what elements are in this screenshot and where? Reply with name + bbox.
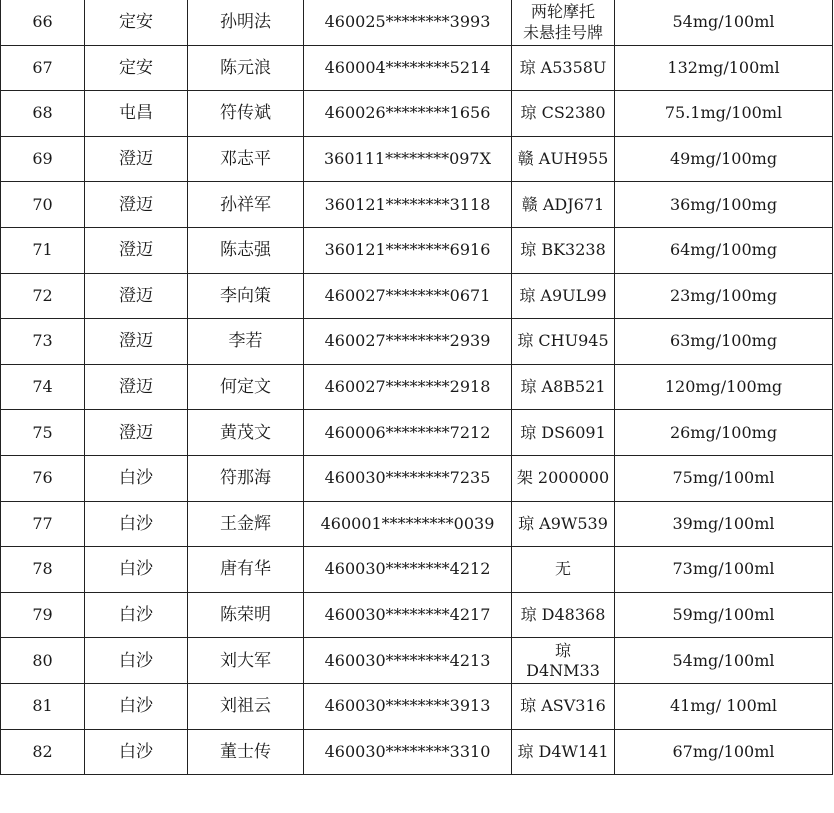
plate-number-cell: 两轮摩托 未悬挂号牌 [512, 0, 615, 45]
region-cell: 白沙 [85, 455, 188, 501]
name-cell: 李若 [188, 319, 304, 365]
table-row [1, 455, 833, 501]
region-cell: 澄迈 [85, 182, 188, 228]
table-row [1, 410, 833, 456]
row-number-cell: 69 [1, 136, 85, 182]
table-body [1, 0, 833, 775]
id-number-cell: 460027********0671 [304, 273, 512, 319]
alcohol-content-cell: 23mg/100mg [615, 273, 833, 319]
table-row [1, 45, 833, 91]
row-number-cell: 70 [1, 182, 85, 228]
name-cell: 刘祖云 [188, 683, 304, 729]
alcohol-content-cell: 63mg/100mg [615, 319, 833, 365]
table-row [1, 319, 833, 365]
alcohol-content-cell: 120mg/100mg [615, 364, 833, 410]
name-cell: 何定文 [188, 364, 304, 410]
name-cell: 陈志强 [188, 227, 304, 273]
id-number-cell: 460027********2939 [304, 319, 512, 365]
table-row [1, 273, 833, 319]
name-cell: 李向策 [188, 273, 304, 319]
id-number-cell: 460025********3993 [304, 0, 512, 45]
alcohol-content-cell: 54mg/100ml [615, 0, 833, 45]
plate-number-cell: 琼 D4NM33 [512, 638, 615, 684]
region-cell: 澄迈 [85, 319, 188, 365]
name-cell: 孙祥军 [188, 182, 304, 228]
alcohol-content-cell: 41mg/ 100ml [615, 683, 833, 729]
region-cell: 白沙 [85, 592, 188, 638]
region-cell: 定安 [85, 0, 188, 45]
id-number-cell: 460030********4213 [304, 638, 512, 684]
id-number-cell: 460001*********0039 [304, 501, 512, 547]
region-cell: 白沙 [85, 638, 188, 684]
row-number-cell: 80 [1, 638, 85, 684]
region-cell: 白沙 [85, 501, 188, 547]
plate-number-cell: 赣 ADJ671 [512, 182, 615, 228]
row-number-cell: 82 [1, 729, 85, 775]
id-number-cell: 460030********4212 [304, 547, 512, 593]
name-cell: 邓志平 [188, 136, 304, 182]
plate-number-cell: 琼 CHU945 [512, 319, 615, 365]
id-number-cell: 460006********7212 [304, 410, 512, 456]
alcohol-content-cell: 26mg/100mg [615, 410, 833, 456]
plate-number-cell: 琼 DS6091 [512, 410, 615, 456]
alcohol-content-cell: 54mg/100ml [615, 638, 833, 684]
alcohol-content-cell: 67mg/100ml [615, 729, 833, 775]
alcohol-content-cell: 64mg/100mg [615, 227, 833, 273]
id-number-cell: 460004********5214 [304, 45, 512, 91]
region-cell: 白沙 [85, 729, 188, 775]
region-cell: 白沙 [85, 683, 188, 729]
plate-number-cell: 琼 A5358U [512, 45, 615, 91]
alcohol-content-cell: 39mg/100ml [615, 501, 833, 547]
table-row [1, 136, 833, 182]
name-cell: 陈元浪 [188, 45, 304, 91]
name-cell: 符那海 [188, 455, 304, 501]
region-cell: 澄迈 [85, 273, 188, 319]
row-number-cell: 77 [1, 501, 85, 547]
id-number-cell: 460027********2918 [304, 364, 512, 410]
row-number-cell: 66 [1, 0, 85, 45]
id-number-cell: 460030********3913 [304, 683, 512, 729]
row-number-cell: 74 [1, 364, 85, 410]
name-cell: 董士传 [188, 729, 304, 775]
table-row [1, 182, 833, 228]
region-cell: 定安 [85, 45, 188, 91]
id-number-cell: 460030********3310 [304, 729, 512, 775]
table-row [1, 0, 833, 45]
alcohol-content-cell: 75.1mg/100ml [615, 91, 833, 137]
alcohol-content-cell: 59mg/100ml [615, 592, 833, 638]
region-cell: 澄迈 [85, 364, 188, 410]
table-row [1, 91, 833, 137]
alcohol-content-cell: 49mg/100mg [615, 136, 833, 182]
alcohol-content-cell: 36mg/100mg [615, 182, 833, 228]
id-number-cell: 360121********3118 [304, 182, 512, 228]
row-number-cell: 72 [1, 273, 85, 319]
table-row [1, 592, 833, 638]
row-number-cell: 67 [1, 45, 85, 91]
plate-number-cell: 琼 A9W539 [512, 501, 615, 547]
table-row [1, 501, 833, 547]
table-row [1, 683, 833, 729]
region-cell: 屯昌 [85, 91, 188, 137]
plate-number-cell: 琼 A8B521 [512, 364, 615, 410]
alcohol-content-cell: 132mg/100ml [615, 45, 833, 91]
plate-number-cell: 琼 CS2380 [512, 91, 615, 137]
row-number-cell: 79 [1, 592, 85, 638]
region-cell: 澄迈 [85, 227, 188, 273]
plate-number-cell: 琼 D4W141 [512, 729, 615, 775]
plate-number-cell: 架 2000000 [512, 455, 615, 501]
id-number-cell: 460030********7235 [304, 455, 512, 501]
row-number-cell: 78 [1, 547, 85, 593]
table-row [1, 547, 833, 593]
row-number-cell: 68 [1, 91, 85, 137]
id-number-cell: 360111********097X [304, 136, 512, 182]
name-cell: 孙明法 [188, 0, 304, 45]
row-number-cell: 75 [1, 410, 85, 456]
plate-number-cell: 琼 BK3238 [512, 227, 615, 273]
alcohol-content-cell: 73mg/100ml [615, 547, 833, 593]
id-number-cell: 360121********6916 [304, 227, 512, 273]
plate-number-cell: 赣 AUH955 [512, 136, 615, 182]
table-row [1, 729, 833, 775]
plate-number-cell: 无 [512, 547, 615, 593]
table-row [1, 227, 833, 273]
plate-number-cell: 琼 D48368 [512, 592, 615, 638]
region-cell: 澄迈 [85, 410, 188, 456]
name-cell: 符传斌 [188, 91, 304, 137]
region-cell: 澄迈 [85, 136, 188, 182]
row-number-cell: 81 [1, 683, 85, 729]
id-number-cell: 460026********1656 [304, 91, 512, 137]
table-row [1, 638, 833, 684]
alcohol-content-cell: 75mg/100ml [615, 455, 833, 501]
plate-number-cell: 琼 A9UL99 [512, 273, 615, 319]
name-cell: 唐有华 [188, 547, 304, 593]
row-number-cell: 73 [1, 319, 85, 365]
id-number-cell: 460030********4217 [304, 592, 512, 638]
row-number-cell: 76 [1, 455, 85, 501]
region-cell: 白沙 [85, 547, 188, 593]
name-cell: 黄茂文 [188, 410, 304, 456]
name-cell: 刘大军 [188, 638, 304, 684]
name-cell: 陈荣明 [188, 592, 304, 638]
name-cell: 王金辉 [188, 501, 304, 547]
row-number-cell: 71 [1, 227, 85, 273]
table-row [1, 364, 833, 410]
plate-number-cell: 琼 ASV316 [512, 683, 615, 729]
